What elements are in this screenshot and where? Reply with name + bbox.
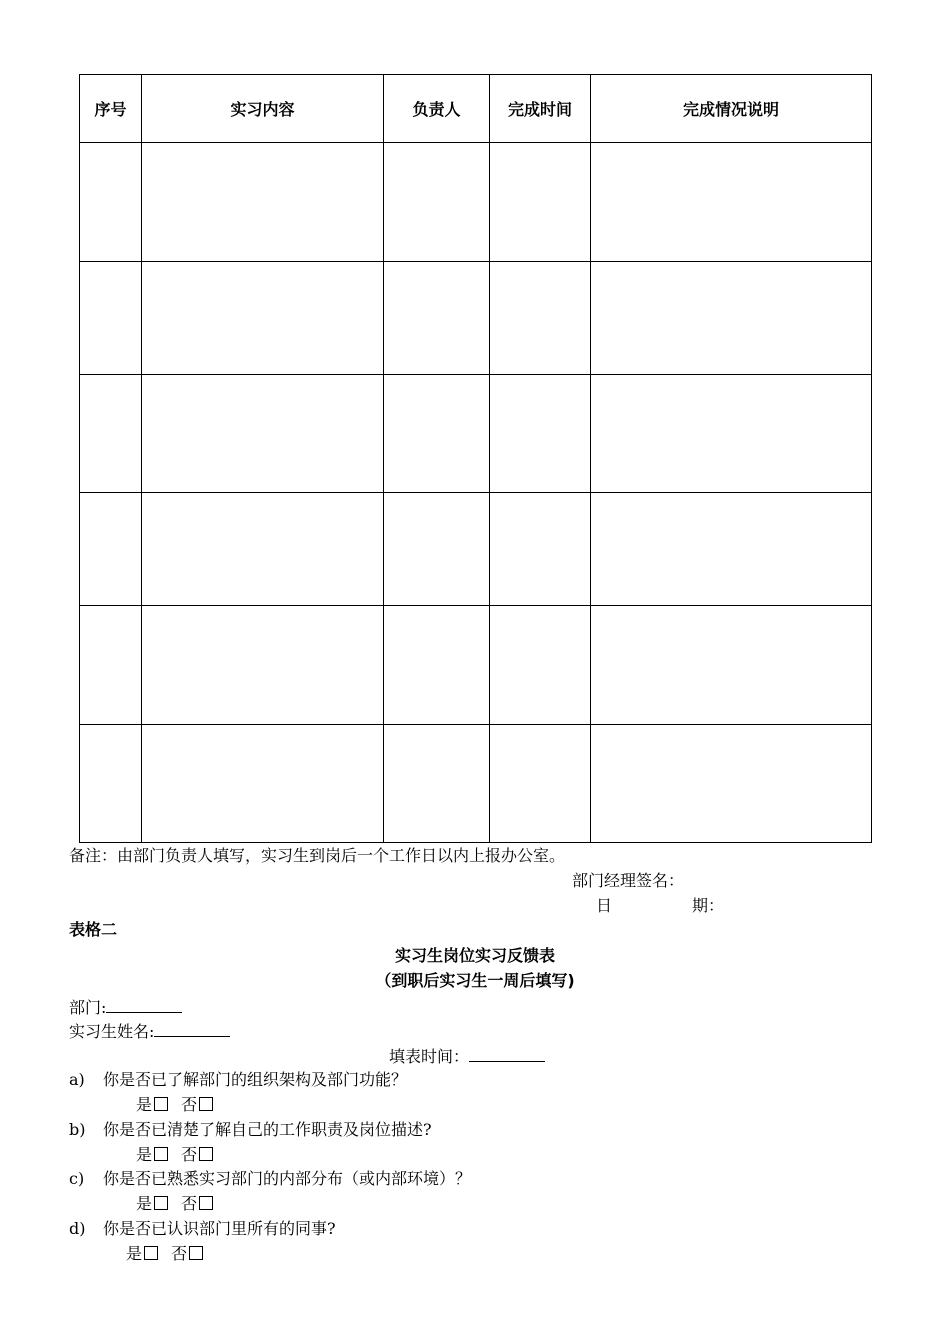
table-cell[interactable]	[80, 262, 142, 375]
table-cell[interactable]	[80, 606, 142, 725]
question-b-options	[136, 1145, 213, 1165]
no-label: 否	[181, 1194, 198, 1213]
question-text: 你是否已清楚了解自己的工作职责及岗位描述?	[103, 1120, 432, 1139]
dept-field	[69, 996, 182, 1018]
table-cell[interactable]	[591, 262, 872, 375]
yes-checkbox[interactable]	[154, 1097, 168, 1111]
no-label: 否	[171, 1244, 188, 1263]
no-label: 否	[181, 1145, 198, 1164]
question-text: 你是否已熟悉实习部门的内部分布（或内部环境）？	[103, 1169, 472, 1188]
table-cell[interactable]	[142, 606, 384, 725]
question-d	[69, 1219, 336, 1239]
manager-signature-label: 部门经理签名：	[572, 871, 685, 890]
section-title: 表格二	[69, 920, 118, 939]
table-cell[interactable]	[142, 262, 384, 375]
table-cell[interactable]	[490, 606, 591, 725]
table-row	[80, 375, 872, 493]
fill-time-field	[389, 1045, 545, 1067]
date-label-period: 期：	[692, 896, 725, 915]
internship-plan-table	[79, 74, 872, 843]
intern-name-label: 实习生姓名:	[69, 1022, 155, 1041]
question-letter: b)	[69, 1120, 86, 1139]
yes-checkbox[interactable]	[154, 1147, 168, 1161]
question-letter: d)	[69, 1219, 86, 1238]
yes-label: 是	[136, 1194, 153, 1213]
question-letter: a)	[69, 1070, 85, 1089]
table-cell[interactable]	[490, 725, 591, 843]
table-cell[interactable]	[490, 262, 591, 375]
col-header-owner: 负责人	[384, 75, 490, 143]
question-a-options	[136, 1095, 213, 1115]
date-label	[596, 896, 724, 916]
question-d-options	[126, 1244, 203, 1264]
table-cell[interactable]	[591, 725, 872, 843]
form-subtitle: （到职后实习生一周后填写)	[375, 971, 575, 990]
intern-name-blank[interactable]	[154, 1020, 230, 1037]
yes-checkbox[interactable]	[154, 1196, 168, 1210]
dept-label: 部门:	[69, 998, 107, 1017]
table-cell[interactable]	[80, 375, 142, 493]
fill-time-label: 填表时间：	[389, 1047, 470, 1066]
col-header-status-desc: 完成情况说明	[591, 75, 872, 143]
question-a	[69, 1070, 407, 1090]
table-note: 备注：由部门负责人填写，实习生到岗后一个工作日以内上报办公室。	[69, 846, 566, 865]
question-b	[69, 1120, 432, 1140]
table-row	[80, 606, 872, 725]
table-cell[interactable]	[384, 262, 490, 375]
no-checkbox[interactable]	[199, 1147, 213, 1161]
date-label-day: 日	[596, 896, 613, 915]
table-cell[interactable]	[142, 375, 384, 493]
table-row	[80, 262, 872, 375]
question-c-options	[136, 1194, 213, 1214]
table-cell[interactable]	[384, 606, 490, 725]
col-header-index: 序号	[80, 75, 142, 143]
question-c	[69, 1169, 471, 1189]
dept-blank[interactable]	[106, 996, 182, 1013]
form-title: 实习生岗位实习反馈表	[394, 946, 555, 965]
yes-label: 是	[126, 1244, 143, 1263]
table-cell[interactable]	[490, 143, 591, 262]
table-cell[interactable]	[384, 493, 490, 606]
question-letter: c)	[69, 1169, 85, 1188]
table-cell[interactable]	[80, 493, 142, 606]
table-cell[interactable]	[591, 375, 872, 493]
col-header-finish-time: 完成时间	[490, 75, 591, 143]
yes-checkbox[interactable]	[144, 1246, 158, 1260]
question-text: 你是否已认识部门里所有的同事?	[103, 1219, 336, 1238]
table-cell[interactable]	[591, 606, 872, 725]
yes-label: 是	[136, 1145, 153, 1164]
table-cell[interactable]	[490, 493, 591, 606]
intern-name-field	[69, 1020, 230, 1042]
no-label: 否	[181, 1095, 198, 1114]
no-checkbox[interactable]	[199, 1196, 213, 1210]
fill-time-blank[interactable]	[469, 1045, 545, 1062]
no-checkbox[interactable]	[199, 1097, 213, 1111]
col-header-content: 实习内容	[142, 75, 384, 143]
table-cell[interactable]	[384, 143, 490, 262]
table-row	[80, 143, 872, 262]
table-row	[80, 493, 872, 606]
table-cell[interactable]	[80, 143, 142, 262]
table-cell[interactable]	[142, 143, 384, 262]
yes-label: 是	[136, 1095, 153, 1114]
table-cell[interactable]	[591, 493, 872, 606]
table-header-row	[80, 75, 872, 143]
table-row	[80, 725, 872, 843]
table-cell[interactable]	[142, 493, 384, 606]
table-cell[interactable]	[80, 725, 142, 843]
table-cell[interactable]	[142, 725, 384, 843]
table-cell[interactable]	[591, 143, 872, 262]
table-cell[interactable]	[490, 375, 591, 493]
table-cell[interactable]	[384, 725, 490, 843]
table-cell[interactable]	[384, 375, 490, 493]
question-text: 你是否已了解部门的组织架构及部门功能？	[103, 1070, 408, 1089]
no-checkbox[interactable]	[189, 1246, 203, 1260]
